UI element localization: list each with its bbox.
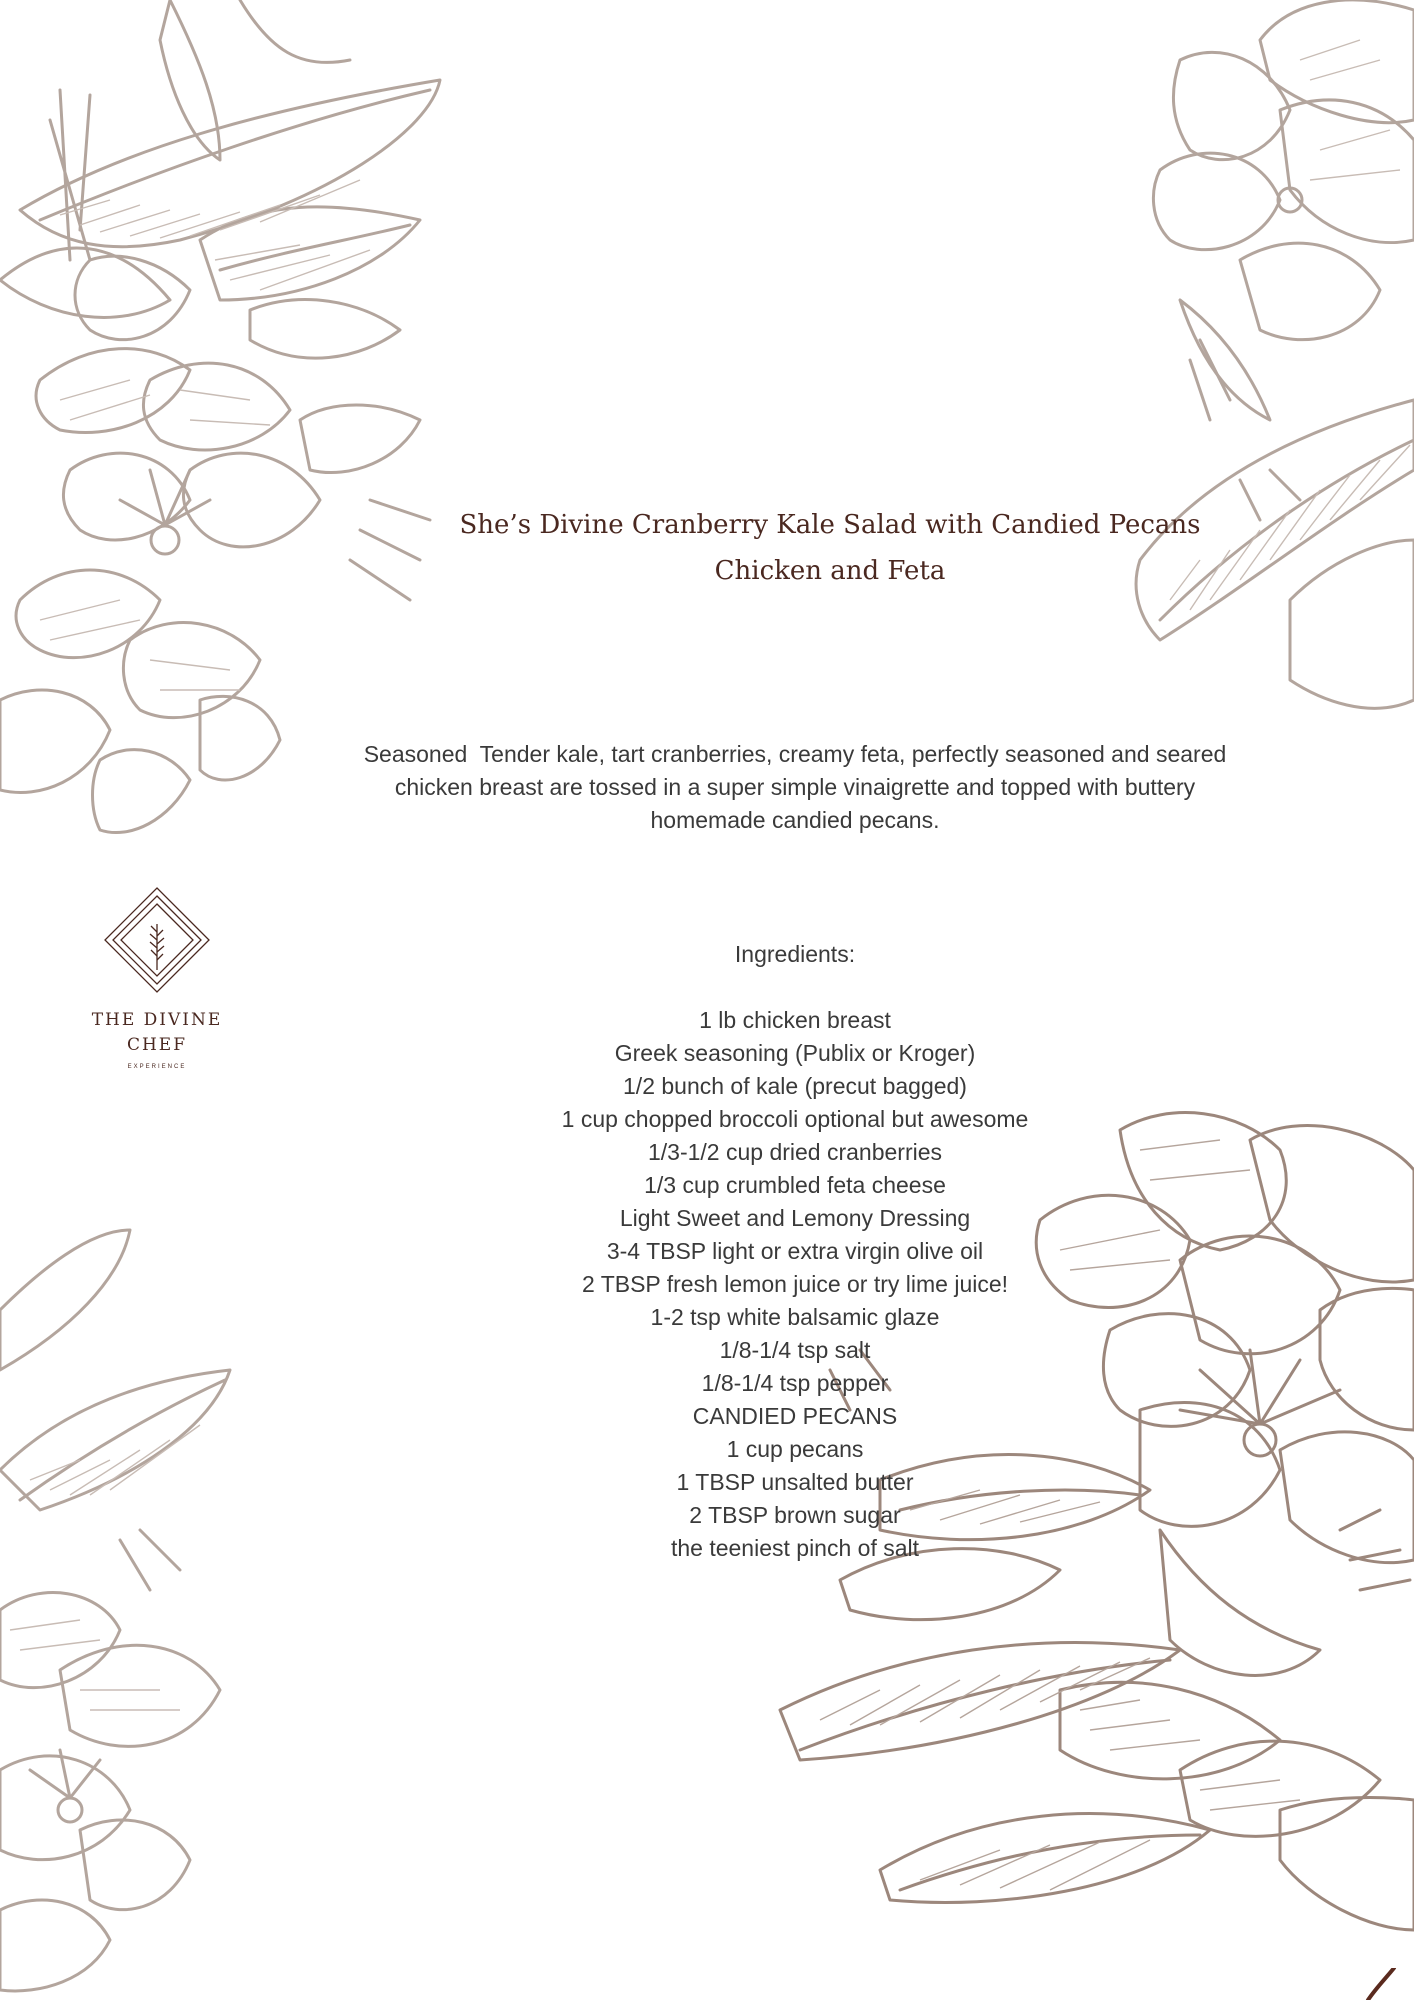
recipe-title-line2: Chicken and Feta bbox=[714, 556, 946, 586]
ingredient-item: the teeniest pinch of salt bbox=[670, 1535, 920, 1561]
ingredient-item: 2 TBSP fresh lemon juice or try lime juice! bbox=[581, 1271, 1009, 1297]
logo-name bbox=[82, 1008, 232, 1058]
diamond-sprig-icon bbox=[101, 884, 213, 996]
floral-illustration-top-right bbox=[1140, 0, 1414, 760]
recipe-description bbox=[300, 738, 1290, 837]
ingredient-item: 1 cup pecans bbox=[726, 1436, 864, 1462]
ingredients-list bbox=[400, 1004, 1190, 1565]
ingredient-item: Light Sweet and Lemony Dressing bbox=[619, 1205, 971, 1231]
description-line1: Seasoned Tender kale, tart cranberries, creamy feta, perfectly seasoned and seared bbox=[363, 741, 1227, 767]
floral-illustration-top-left bbox=[0, 0, 470, 850]
logo-name-line1: THE DIVINE bbox=[91, 1010, 223, 1030]
recipe-title-line1: She’s Divine Cranberry Kale Salad with Candied Pecans bbox=[459, 510, 1201, 540]
ingredient-item: 1/3 cup crumbled feta cheese bbox=[644, 1172, 946, 1198]
ingredient-item: 1-2 tsp white balsamic glaze bbox=[650, 1304, 940, 1330]
description-line2: chicken breast are tossed in a super simple vinaigrette and topped with buttery bbox=[394, 774, 1196, 800]
ingredients-section bbox=[400, 938, 1190, 1565]
ingredient-item: 3-4 TBSP light or extra virgin olive oil bbox=[606, 1238, 984, 1264]
ingredient-item: 1 lb chicken breast bbox=[699, 1007, 891, 1033]
ingredients-heading: Ingredients: bbox=[734, 941, 856, 967]
floral-illustration-bottom-left bbox=[0, 1210, 260, 2000]
logo-name-line2: CHEF bbox=[126, 1035, 188, 1055]
ingredient-item: 1 cup chopped broccoli optional but awesome bbox=[561, 1106, 1029, 1132]
ingredient-item: 1/8-1/4 tsp pepper bbox=[701, 1370, 889, 1396]
ingredient-item: 1/3-1/2 cup dried cranberries bbox=[647, 1139, 943, 1165]
ingredient-item: CANDIED PECANS bbox=[692, 1403, 898, 1429]
ingredient-item: 1 TBSP unsalted butter bbox=[676, 1469, 914, 1495]
ingredient-item: 1/2 bunch of kale (precut bagged) bbox=[623, 1073, 967, 1099]
ingredient-item: 1/8-1/4 tsp salt bbox=[719, 1337, 871, 1363]
corner-flourish-icon bbox=[1360, 1968, 1400, 2000]
ingredient-item: Greek seasoning (Publix or Kroger) bbox=[614, 1040, 976, 1066]
recipe-title bbox=[380, 502, 1280, 594]
ingredient-item: 2 TBSP brown sugar bbox=[689, 1502, 901, 1528]
divine-chef-logo bbox=[80, 884, 234, 1070]
logo-tagline: EXPERIENCE bbox=[127, 1064, 187, 1070]
description-line3: homemade candied pecans. bbox=[650, 807, 940, 833]
